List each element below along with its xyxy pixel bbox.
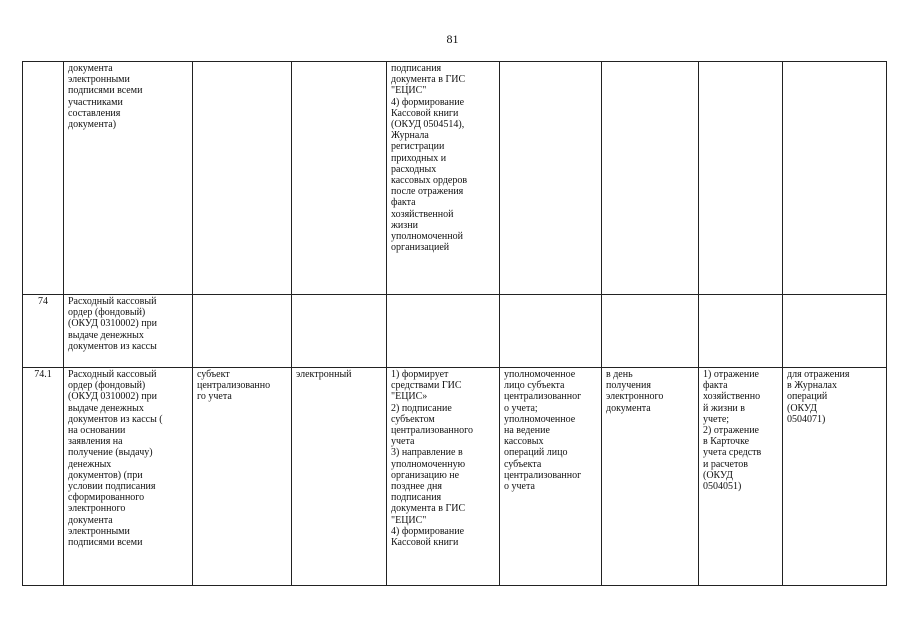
form-cell xyxy=(292,295,387,368)
subject-cell xyxy=(193,295,292,368)
subject-cell xyxy=(193,62,292,295)
reflection-cell xyxy=(699,62,783,295)
procedure-cell: подписания документа в ГИС "ЕЦИС" 4) формирование Кассовой книги (ОКУД 0504514), Журнала регистрации приходных и расходных кассовых ордеров после отражения факта хозяйственной жизни уполномоченной организацией xyxy=(387,62,500,295)
journal-cell xyxy=(783,295,887,368)
procedure-cell xyxy=(387,295,500,368)
row-number-cell: 74 xyxy=(23,295,64,368)
deadline-cell xyxy=(602,62,699,295)
table-row xyxy=(23,295,887,368)
document-name-cell: документа электронными подписями всеми участниками составления документа) xyxy=(64,62,193,295)
form-cell xyxy=(292,62,387,295)
journal-cell: для отражения в Журналах операций (ОКУД 0504071) xyxy=(783,368,887,586)
table-row xyxy=(23,368,887,586)
deadline-cell: в день получения электронного документа xyxy=(602,368,699,586)
document-table xyxy=(22,61,887,586)
row-number-cell xyxy=(23,62,64,295)
responsible-cell: уполномоченное лицо субъекта централизованног о учета; уполномоченное на ведение кассовых операций лицо субъекта централизованног о учета xyxy=(500,368,602,586)
form-cell: электронный xyxy=(292,368,387,586)
document-name-cell: Расходный кассовый ордер (фондовый) (ОКУД 0310002) при выдаче денежных документов из кассы ( на основании заявления на получение (выдачу) денежных документов) (при условии подписания сформированного электронного документа электронными подписями всеми xyxy=(64,368,193,586)
reflection-cell xyxy=(699,295,783,368)
document-name-cell: Расходный кассовый ордер (фондовый) (ОКУД 0310002) при выдаче денежных документов из кассы xyxy=(64,295,193,368)
journal-cell xyxy=(783,62,887,295)
reflection-cell: 1) отражение факта хозяйственно й жизни в учете; 2) отражение в Карточке учета средств и расчетов (ОКУД 0504051) xyxy=(699,368,783,586)
procedure-cell: 1) формирует средствами ГИС "ЕЦИС» 2) подписание субъектом централизованного учета 3) направление в уполномоченную организацию не позднее дня подписания документа в ГИС "ЕЦИС" 4) формирование Кассовой книги xyxy=(387,368,500,586)
responsible-cell xyxy=(500,295,602,368)
responsible-cell xyxy=(500,62,602,295)
subject-cell: субъект централизованно го учета xyxy=(193,368,292,586)
row-number-cell: 74.1 xyxy=(23,368,64,586)
page-number: 81 xyxy=(446,32,459,46)
table-row xyxy=(23,62,887,295)
deadline-cell xyxy=(602,295,699,368)
